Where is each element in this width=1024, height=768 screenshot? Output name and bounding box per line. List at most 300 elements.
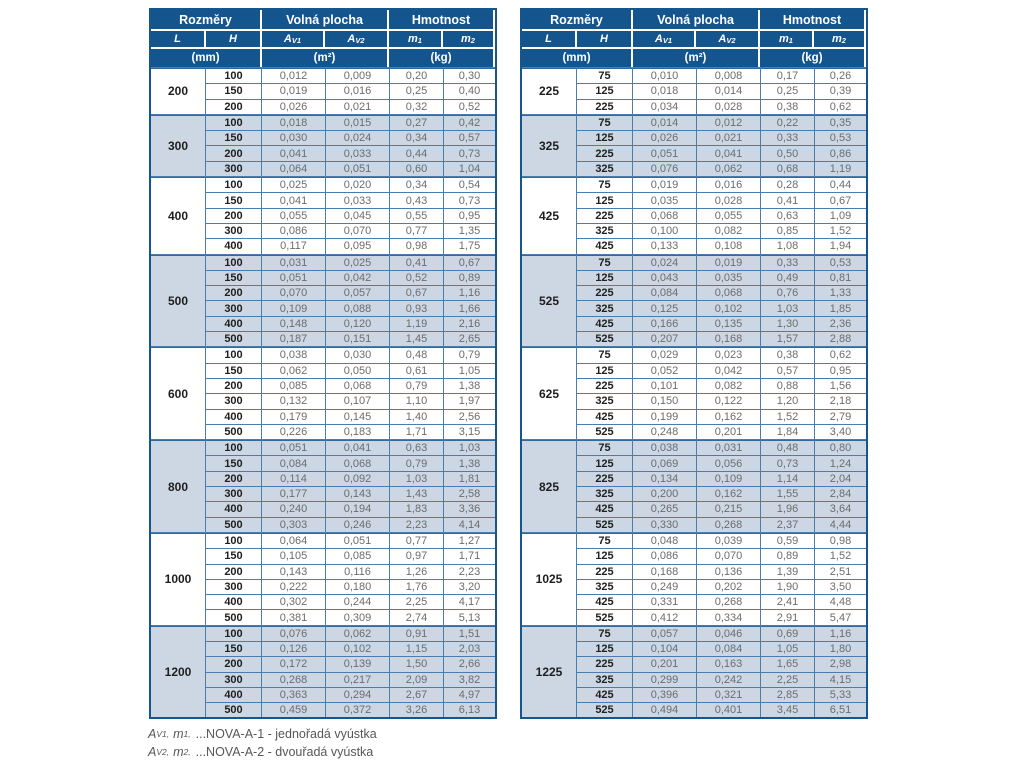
- av1-value: 0,109: [262, 301, 325, 315]
- av1-value: 0,010: [633, 68, 696, 83]
- av2-value: 0,068: [326, 379, 389, 393]
- h-value: 100: [206, 626, 261, 641]
- av2-value: 0,116: [326, 565, 389, 579]
- m1-value: 0,49: [761, 271, 814, 285]
- h-value: 525: [577, 518, 632, 532]
- m1-value: 2,23: [390, 518, 443, 532]
- av1-value: 0,331: [633, 595, 696, 609]
- av1-value: 0,038: [262, 347, 325, 362]
- h-value: 125: [577, 364, 632, 378]
- m1-value: 0,76: [761, 286, 814, 300]
- av1-value: 0,179: [262, 410, 325, 424]
- h-value: 225: [577, 286, 632, 300]
- m2-value: 0,53: [815, 255, 866, 270]
- av2-value: 0,168: [697, 332, 760, 346]
- av2-value: 0,055: [697, 209, 760, 223]
- header-unit-kg: (kg): [389, 49, 493, 67]
- av2-value: 0,180: [326, 580, 389, 594]
- h-value: 400: [206, 595, 261, 609]
- m2-value: 2,84: [815, 487, 866, 501]
- dimension-table-left: [149, 8, 497, 719]
- m2-value: 1,56: [815, 379, 866, 393]
- header-hmotnost: Hmotnost: [389, 10, 493, 29]
- av2-value: 0,070: [697, 549, 760, 563]
- h-value: 150: [206, 549, 261, 563]
- av2-value: 0,145: [326, 410, 389, 424]
- av1-value: 0,051: [262, 271, 325, 285]
- h-value: 125: [577, 193, 632, 207]
- header-col-m1: m 1: [760, 31, 812, 47]
- m1-value: 1,15: [390, 642, 443, 656]
- m2-value: 1,71: [444, 549, 495, 563]
- av1-value: 0,240: [262, 502, 325, 516]
- av1-value: 0,057: [633, 626, 696, 641]
- av1-value: 0,150: [633, 394, 696, 408]
- av2-value: 0,068: [697, 286, 760, 300]
- h-value: 300: [206, 580, 261, 594]
- m2-value: 5,13: [444, 610, 495, 624]
- m1-value: 0,98: [390, 239, 443, 253]
- av2-value: 0,102: [326, 642, 389, 656]
- m2-value: 1,66: [444, 301, 495, 315]
- m1-value: 0,48: [390, 347, 443, 362]
- table-body-right: [522, 67, 866, 717]
- av1-value: 0,012: [262, 68, 325, 83]
- m2-value: 1,09: [815, 209, 866, 223]
- m1-value: 0,79: [390, 379, 443, 393]
- h-value: 500: [206, 610, 261, 624]
- av2-value: 0,033: [326, 193, 389, 207]
- m2-value: 6,13: [444, 703, 495, 717]
- av1-value: 0,018: [262, 115, 325, 130]
- h-value: 100: [206, 533, 261, 548]
- h-value: 125: [577, 131, 632, 145]
- av2-value: 0,025: [326, 255, 389, 270]
- av2-value: 0,014: [697, 84, 760, 98]
- av1-value: 0,019: [633, 177, 696, 192]
- av1-value: 0,177: [262, 487, 325, 501]
- m1-value: 0,89: [761, 549, 814, 563]
- m1-value: 0,33: [761, 131, 814, 145]
- m1-value: 1,96: [761, 502, 814, 516]
- m2-value: 2,98: [815, 657, 866, 671]
- h-value: 150: [206, 642, 261, 656]
- h-value: 75: [577, 440, 632, 455]
- m2-value: 0,95: [815, 364, 866, 378]
- header-unit-mm: (mm): [522, 49, 631, 67]
- m1-value: 0,41: [390, 255, 443, 270]
- m1-value: 0,97: [390, 549, 443, 563]
- m2-value: 4,97: [444, 688, 495, 702]
- av2-value: 0,009: [326, 68, 389, 83]
- av1-value: 0,125: [633, 301, 696, 315]
- av1-value: 0,024: [633, 255, 696, 270]
- m2-value: 1,75: [444, 239, 495, 253]
- m1-value: 0,34: [390, 131, 443, 145]
- h-value: 300: [206, 487, 261, 501]
- m1-value: 0,55: [390, 209, 443, 223]
- av2-value: 0,021: [326, 100, 389, 114]
- footnote-symbol-av2: A: [148, 745, 157, 759]
- av2-value: 0,143: [326, 487, 389, 501]
- m2-value: 0,79: [444, 347, 495, 362]
- h-value: 150: [206, 456, 261, 470]
- av1-value: 0,035: [633, 193, 696, 207]
- m2-value: 3,40: [815, 425, 866, 439]
- av1-value: 0,148: [262, 317, 325, 331]
- h-value: 125: [577, 456, 632, 470]
- footnote-symbol-m1: m: [173, 727, 184, 741]
- m1-value: 1,84: [761, 425, 814, 439]
- av1-value: 0,396: [633, 688, 696, 702]
- m1-value: 0,22: [761, 115, 814, 130]
- m2-value: 4,15: [815, 673, 866, 687]
- m1-value: 0,79: [390, 456, 443, 470]
- h-value: 525: [577, 425, 632, 439]
- av1-value: 0,070: [262, 286, 325, 300]
- av2-value: 0,183: [326, 425, 389, 439]
- av1-value: 0,249: [633, 580, 696, 594]
- av2-value: 0,151: [326, 332, 389, 346]
- av2-value: 0,028: [697, 100, 760, 114]
- l-value: 225: [522, 68, 576, 114]
- av1-value: 0,030: [262, 131, 325, 145]
- m2-value: 5,33: [815, 688, 866, 702]
- header-col-m1: m 1: [389, 31, 441, 47]
- l-value: 1225: [522, 626, 576, 718]
- m2-value: 0,81: [815, 271, 866, 285]
- av2-value: 0,088: [326, 301, 389, 315]
- m1-value: 1,08: [761, 239, 814, 253]
- m1-value: 1,43: [390, 487, 443, 501]
- av1-value: 0,048: [633, 533, 696, 548]
- m2-value: 0,62: [815, 100, 866, 114]
- m2-value: 4,48: [815, 595, 866, 609]
- av1-value: 0,018: [633, 84, 696, 98]
- h-value: 400: [206, 410, 261, 424]
- h-value: 75: [577, 68, 632, 83]
- h-value: 300: [206, 394, 261, 408]
- m2-value: 3,20: [444, 580, 495, 594]
- m2-value: 1,24: [815, 456, 866, 470]
- m2-value: 1,16: [815, 626, 866, 641]
- av1-value: 0,126: [262, 642, 325, 656]
- av1-value: 0,068: [633, 209, 696, 223]
- h-value: 300: [206, 224, 261, 238]
- av1-value: 0,084: [633, 286, 696, 300]
- m1-value: 1,26: [390, 565, 443, 579]
- av1-value: 0,172: [262, 657, 325, 671]
- av2-value: 0,163: [697, 657, 760, 671]
- m2-value: 1,85: [815, 301, 866, 315]
- header-col-av2: A V2: [696, 31, 758, 47]
- h-value: 400: [206, 239, 261, 253]
- m1-value: 1,83: [390, 502, 443, 516]
- av1-value: 0,086: [262, 224, 325, 238]
- h-value: 150: [206, 193, 261, 207]
- h-value: 75: [577, 626, 632, 641]
- av1-value: 0,207: [633, 332, 696, 346]
- m2-value: 0,57: [444, 131, 495, 145]
- header-col-av2: A V2: [325, 31, 387, 47]
- av1-value: 0,104: [633, 642, 696, 656]
- m2-value: 3,82: [444, 673, 495, 687]
- av1-value: 0,381: [262, 610, 325, 624]
- m1-value: 0,67: [390, 286, 443, 300]
- av1-value: 0,201: [633, 657, 696, 671]
- header-col-m2: m 2: [814, 31, 864, 47]
- av1-value: 0,187: [262, 332, 325, 346]
- av1-value: 0,064: [262, 533, 325, 548]
- av1-value: 0,303: [262, 518, 325, 532]
- av1-value: 0,166: [633, 317, 696, 331]
- m2-value: 0,67: [444, 255, 495, 270]
- h-value: 225: [577, 146, 632, 160]
- h-value: 125: [577, 84, 632, 98]
- m2-value: 6,51: [815, 703, 866, 717]
- m2-value: 2,18: [815, 394, 866, 408]
- av2-value: 0,056: [697, 456, 760, 470]
- h-value: 225: [577, 565, 632, 579]
- m1-value: 0,38: [761, 347, 814, 362]
- av2-value: 0,015: [326, 115, 389, 130]
- av2-value: 0,217: [326, 673, 389, 687]
- av1-value: 0,025: [262, 177, 325, 192]
- m2-value: 1,16: [444, 286, 495, 300]
- m1-value: 1,20: [761, 394, 814, 408]
- m2-value: 0,67: [815, 193, 866, 207]
- m2-value: 1,38: [444, 379, 495, 393]
- m1-value: 1,52: [761, 410, 814, 424]
- m1-value: 0,25: [761, 84, 814, 98]
- m1-value: 1,76: [390, 580, 443, 594]
- m1-value: 2,25: [761, 673, 814, 687]
- h-value: 300: [206, 673, 261, 687]
- av2-value: 0,108: [697, 239, 760, 253]
- h-value: 325: [577, 580, 632, 594]
- m2-value: 1,27: [444, 533, 495, 548]
- m1-value: 0,33: [761, 255, 814, 270]
- av1-value: 0,133: [633, 239, 696, 253]
- av2-value: 0,120: [326, 317, 389, 331]
- av2-value: 0,334: [697, 610, 760, 624]
- h-value: 425: [577, 595, 632, 609]
- header-col-H: H: [206, 31, 260, 47]
- header-unit-m2: (m²): [633, 49, 758, 67]
- av2-value: 0,023: [697, 347, 760, 362]
- footnote-text: ...NOVA-A-1 - jednořadá vyústka: [195, 727, 377, 741]
- av1-value: 0,084: [262, 456, 325, 470]
- av2-value: 0,246: [326, 518, 389, 532]
- h-value: 200: [206, 472, 261, 486]
- header-col-H: H: [577, 31, 631, 47]
- h-value: 500: [206, 518, 261, 532]
- av2-value: 0,070: [326, 224, 389, 238]
- m1-value: 1,65: [761, 657, 814, 671]
- av2-value: 0,042: [697, 364, 760, 378]
- av1-value: 0,026: [633, 131, 696, 145]
- m2-value: 1,33: [815, 286, 866, 300]
- m1-value: 0,44: [390, 146, 443, 160]
- av2-value: 0,372: [326, 703, 389, 717]
- av1-value: 0,038: [633, 440, 696, 455]
- av1-value: 0,100: [633, 224, 696, 238]
- h-value: 325: [577, 673, 632, 687]
- av2-value: 0,244: [326, 595, 389, 609]
- header-col-av1: A V1: [633, 31, 694, 47]
- av1-value: 0,114: [262, 472, 325, 486]
- m2-value: 2,03: [444, 642, 495, 656]
- h-value: 200: [206, 146, 261, 160]
- h-value: 150: [206, 271, 261, 285]
- av1-value: 0,043: [633, 271, 696, 285]
- m1-value: 2,09: [390, 673, 443, 687]
- m2-value: 1,81: [444, 472, 495, 486]
- av1-value: 0,069: [633, 456, 696, 470]
- av2-value: 0,122: [697, 394, 760, 408]
- av1-value: 0,029: [633, 347, 696, 362]
- header-unit-m2: (m²): [262, 49, 387, 67]
- header-volna-plocha: Volná plocha: [262, 10, 387, 29]
- m2-value: 2,56: [444, 410, 495, 424]
- m2-value: 1,97: [444, 394, 495, 408]
- h-value: 200: [206, 286, 261, 300]
- m2-value: 1,52: [815, 549, 866, 563]
- av1-value: 0,085: [262, 379, 325, 393]
- av1-value: 0,268: [262, 673, 325, 687]
- av2-value: 0,035: [697, 271, 760, 285]
- m2-value: 0,26: [815, 68, 866, 83]
- m1-value: 1,03: [390, 472, 443, 486]
- header-unit-mm: (mm): [151, 49, 260, 67]
- av2-value: 0,020: [326, 177, 389, 192]
- h-value: 425: [577, 410, 632, 424]
- m2-value: 4,17: [444, 595, 495, 609]
- m2-value: 3,64: [815, 502, 866, 516]
- m2-value: 4,14: [444, 518, 495, 532]
- m2-value: 0,95: [444, 209, 495, 223]
- av2-value: 0,024: [326, 131, 389, 145]
- av1-value: 0,041: [262, 193, 325, 207]
- h-value: 500: [206, 703, 261, 717]
- m1-value: 2,74: [390, 610, 443, 624]
- m2-value: 1,38: [444, 456, 495, 470]
- h-value: 325: [577, 301, 632, 315]
- m2-value: 0,54: [444, 177, 495, 192]
- m1-value: 0,85: [761, 224, 814, 238]
- av2-value: 0,016: [326, 84, 389, 98]
- footnotes: [148, 727, 377, 763]
- m1-value: 1,10: [390, 394, 443, 408]
- l-value: 500: [151, 255, 205, 347]
- av2-value: 0,309: [326, 610, 389, 624]
- av1-value: 0,143: [262, 565, 325, 579]
- av1-value: 0,031: [262, 255, 325, 270]
- m2-value: 0,62: [815, 347, 866, 362]
- av1-value: 0,026: [262, 100, 325, 114]
- m1-value: 0,28: [761, 177, 814, 192]
- l-value: 1025: [522, 533, 576, 625]
- m1-value: 1,39: [761, 565, 814, 579]
- h-value: 500: [206, 425, 261, 439]
- av2-value: 0,268: [697, 595, 760, 609]
- m1-value: 2,25: [390, 595, 443, 609]
- m1-value: 0,69: [761, 626, 814, 641]
- m1-value: 2,91: [761, 610, 814, 624]
- av2-value: 0,102: [697, 301, 760, 315]
- av1-value: 0,494: [633, 703, 696, 717]
- av2-value: 0,085: [326, 549, 389, 563]
- h-value: 400: [206, 317, 261, 331]
- av1-value: 0,101: [633, 379, 696, 393]
- av1-value: 0,299: [633, 673, 696, 687]
- av2-value: 0,215: [697, 502, 760, 516]
- av2-value: 0,051: [326, 162, 389, 176]
- h-value: 200: [206, 209, 261, 223]
- av1-value: 0,412: [633, 610, 696, 624]
- m1-value: 0,25: [390, 84, 443, 98]
- av2-value: 0,135: [697, 317, 760, 331]
- header-hmotnost: Hmotnost: [760, 10, 864, 29]
- h-value: 125: [577, 642, 632, 656]
- h-value: 300: [206, 301, 261, 315]
- footnote-nova-a-1: A V1, m 1, ...NOVA-A-1 - jednořadá vyústka: [148, 727, 377, 741]
- l-value: 825: [522, 440, 576, 532]
- m1-value: 0,52: [390, 271, 443, 285]
- l-value: 525: [522, 255, 576, 347]
- av2-value: 0,082: [697, 379, 760, 393]
- h-value: 325: [577, 487, 632, 501]
- m2-value: 0,80: [815, 440, 866, 455]
- av2-value: 0,162: [697, 487, 760, 501]
- m2-value: 2,04: [815, 472, 866, 486]
- av2-value: 0,062: [326, 626, 389, 641]
- av1-value: 0,055: [262, 209, 325, 223]
- l-value: 625: [522, 347, 576, 439]
- av2-value: 0,019: [697, 255, 760, 270]
- av2-value: 0,016: [697, 177, 760, 192]
- av2-value: 0,242: [697, 673, 760, 687]
- m2-value: 1,94: [815, 239, 866, 253]
- av2-value: 0,021: [697, 131, 760, 145]
- av2-value: 0,033: [326, 146, 389, 160]
- m2-value: 5,47: [815, 610, 866, 624]
- av1-value: 0,222: [262, 580, 325, 594]
- m2-value: 3,15: [444, 425, 495, 439]
- h-value: 75: [577, 115, 632, 130]
- av1-value: 0,248: [633, 425, 696, 439]
- av2-value: 0,008: [697, 68, 760, 83]
- m1-value: 0,17: [761, 68, 814, 83]
- av2-value: 0,039: [697, 533, 760, 548]
- m2-value: 0,98: [815, 533, 866, 548]
- av2-value: 0,268: [697, 518, 760, 532]
- m2-value: 2,23: [444, 565, 495, 579]
- m1-value: 1,30: [761, 317, 814, 331]
- h-value: 400: [206, 502, 261, 516]
- m1-value: 2,67: [390, 688, 443, 702]
- m2-value: 2,79: [815, 410, 866, 424]
- dimension-table-right: [520, 8, 868, 719]
- av2-value: 0,201: [697, 425, 760, 439]
- m1-value: 2,41: [761, 595, 814, 609]
- m1-value: 1,40: [390, 410, 443, 424]
- footnote-symbol-av1: A: [148, 727, 157, 741]
- av1-value: 0,086: [633, 549, 696, 563]
- av2-value: 0,321: [697, 688, 760, 702]
- av2-value: 0,162: [697, 410, 760, 424]
- footnote-symbol-m2: m: [173, 745, 184, 759]
